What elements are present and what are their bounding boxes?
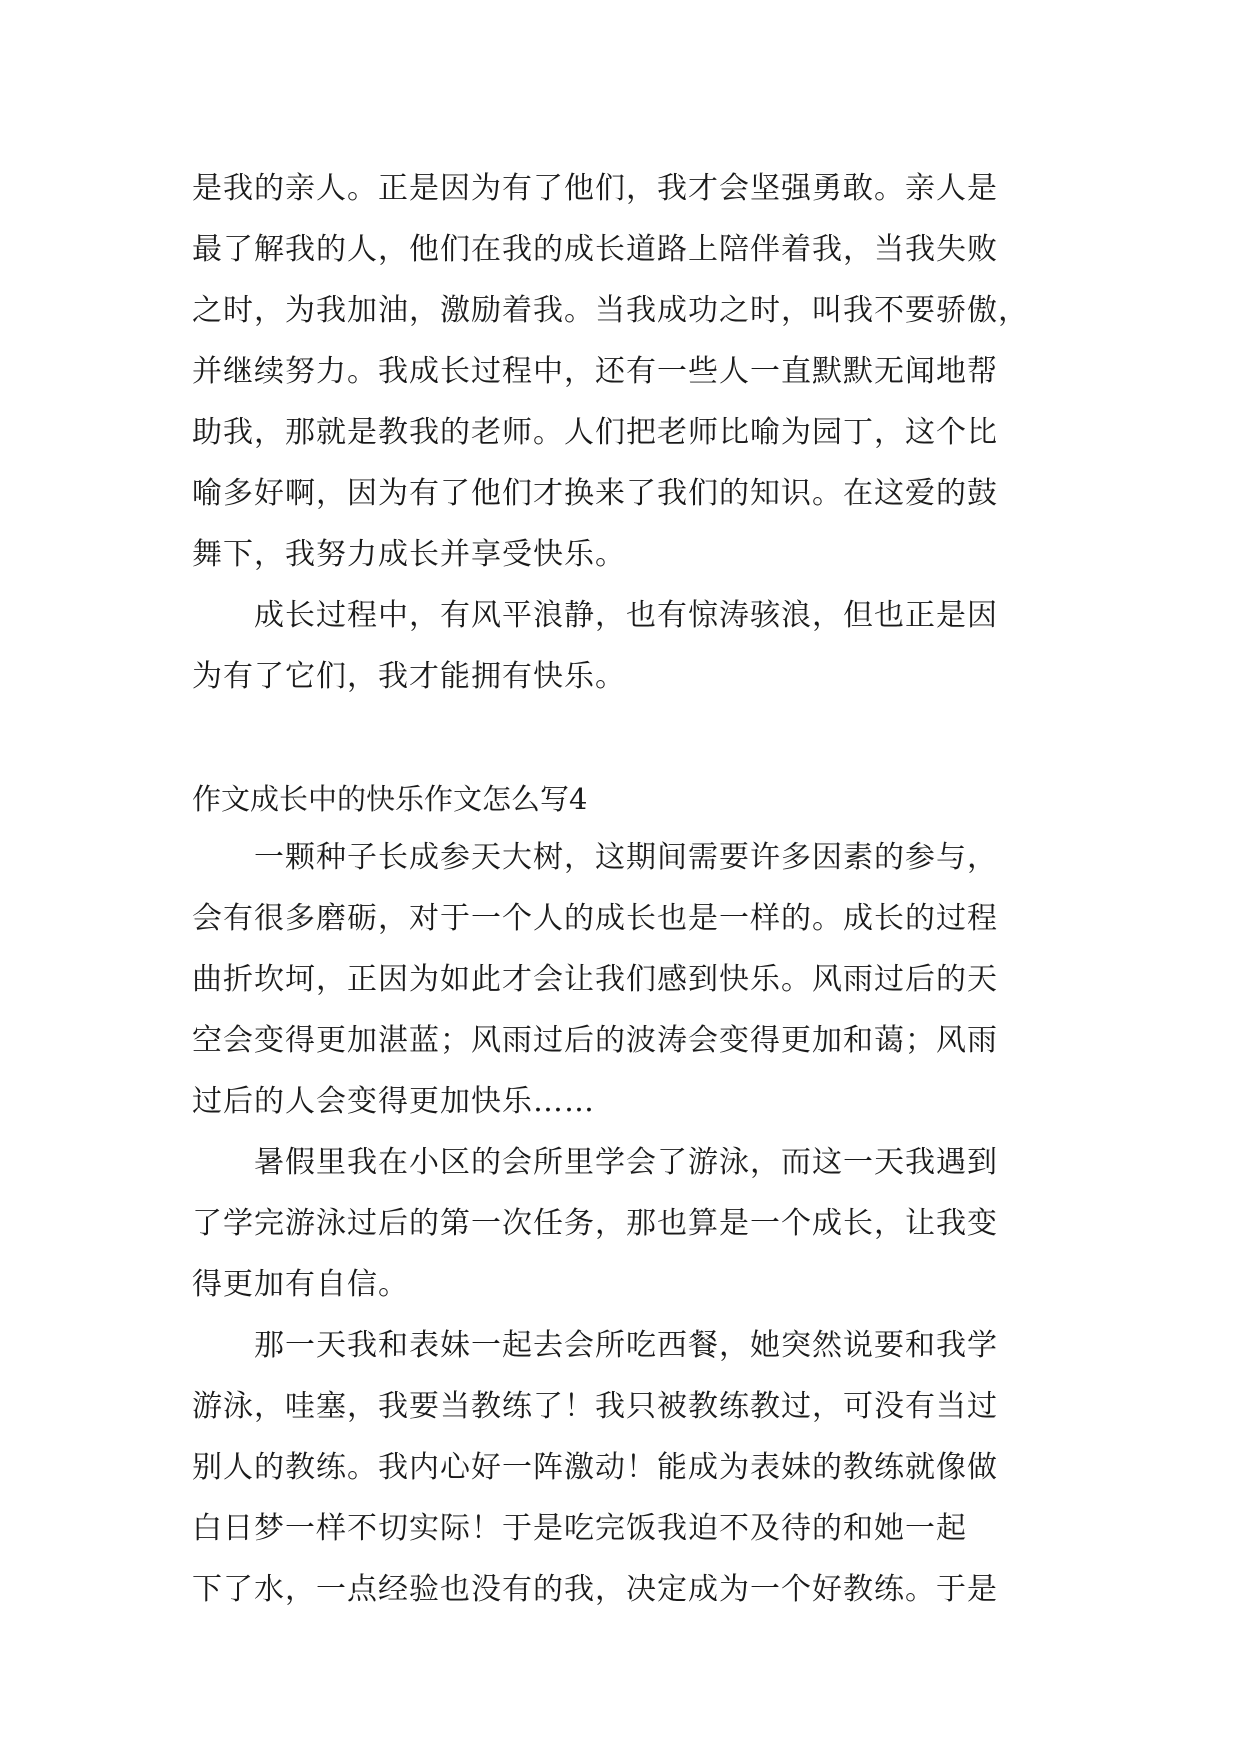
text-line: 过后的人会变得更加快乐……: [192, 1084, 595, 1119]
text-line: 舞下，我努力成长并享受快乐。: [192, 537, 626, 572]
paragraph-1: [192, 158, 1060, 585]
text-line: 下了水，一点经验也没有的我，决定成为一个好教练。于是: [192, 1572, 998, 1607]
text-line: 白日梦一样不切实际！于是吃完饭我迫不及待的和她一起: [192, 1511, 967, 1546]
text-line: 得更加有自信。: [192, 1267, 409, 1302]
text-line: 并继续努力。我成长过程中，还有一些人一直默默无闻地帮: [192, 354, 998, 389]
text-line: 喻多好啊，因为有了他们才换来了我们的知识。在这爱的鼓: [192, 476, 998, 511]
text-line: 成长过程中，有风平浪静，也有惊涛骇浪，但也正是因: [254, 598, 998, 633]
document-body: [192, 158, 1060, 1620]
text-line: 曲折坎坷，正因为如此才会让我们感到快乐。风雨过后的天: [192, 962, 998, 997]
text-line: 会有很多磨砺，对于一个人的成长也是一样的。成长的过程: [192, 901, 998, 936]
text-line: 是我的亲人。正是因为有了他们，我才会坚强勇敢。亲人是: [192, 171, 998, 206]
text-line: 别人的教练。我内心好一阵激动！能成为表妹的教练就像做: [192, 1450, 998, 1485]
text-line: 了学完游泳过后的第一次任务，那也算是一个成长，让我变: [192, 1206, 998, 1241]
section-heading: 作文成长中的快乐作文怎么写4: [192, 782, 588, 816]
section-spacer: [192, 707, 1060, 771]
text-line: 那一天我和表妹一起去会所吃西餐，她突然说要和我学: [254, 1328, 998, 1363]
text-line: 之时，为我加油，激励着我。当我成功之时，叫我不要骄傲，: [192, 293, 1029, 328]
text-line: 空会变得更加湛蓝；风雨过后的波涛会变得更加和蔼；风雨: [192, 1023, 998, 1058]
paragraph-4: [192, 1132, 1060, 1315]
paragraph-5: [192, 1315, 1060, 1620]
text-line: 暑假里我在小区的会所里学会了游泳，而这一天我遇到: [254, 1145, 998, 1180]
text-line: 助我，那就是教我的老师。人们把老师比喻为园丁，这个比: [192, 415, 998, 450]
text-line: 最了解我的人，他们在我的成长道路上陪伴着我，当我失败: [192, 232, 998, 267]
paragraph-2: [192, 585, 1060, 707]
text-line: 为有了它们，我才能拥有快乐。: [192, 659, 626, 694]
text-line: 游泳，哇塞，我要当教练了！我只被教练教过，可没有当过: [192, 1389, 998, 1424]
text-line: 一颗种子长成参天大树，这期间需要许多因素的参与，: [254, 840, 998, 875]
paragraph-3: [192, 827, 1060, 1132]
